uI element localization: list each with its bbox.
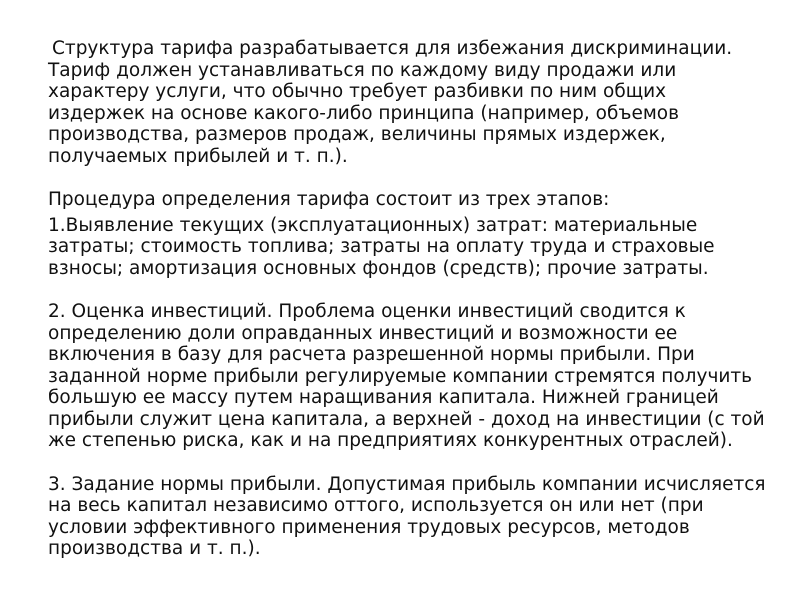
- document-body: [48, 38, 768, 560]
- paragraph-step-3: 3. Задание нормы прибыли. Допустимая прибыль компании исчисляется на весь капитал независимо оттого, используется он или нет (при условии эффективного применения трудовых ресурсов, методов производства и т. п.).: [48, 473, 766, 559]
- paragraph-procedure-intro: Процедура определения тарифа состоит из трех этапов:: [48, 189, 610, 210]
- paragraph-tariff-structure: Структура тарифа разрабатывается для избежания дискриминации. Тариф должен устанавливаться по каждому виду продажи или характеру услуги, что обычно требует разбивки по ним общих издержек на основе какого-либо принципа (например, объемов производства, размеров продаж, величины прямых издержек, получаемых прибылей и т. п.).: [48, 38, 733, 167]
- paragraph-step-1: 1.Выявление текущих (эксплуатационных) затрат: материальные затраты; стоимость топлива; затраты на оплату труда и страховые взносы; амортизация основных фондов (средств); прочие затраты.: [48, 214, 715, 279]
- paragraph-step-2: 2. Оценка инвестиций. Проблема оценки инвестиций сводится к определению доли оправданных инвестиций и возможности ее включения в базу для расчета разрешенной нормы прибыли. При заданной норме прибыли регулируемые компании стремятся получить большую ее массу путем наращивания капитала. Нижней границей прибыли служит цена капитала, а верхней - доход на инвестиции (с той же степенью риска, как и на предприятиях конкурентных отраслей).: [48, 301, 765, 451]
